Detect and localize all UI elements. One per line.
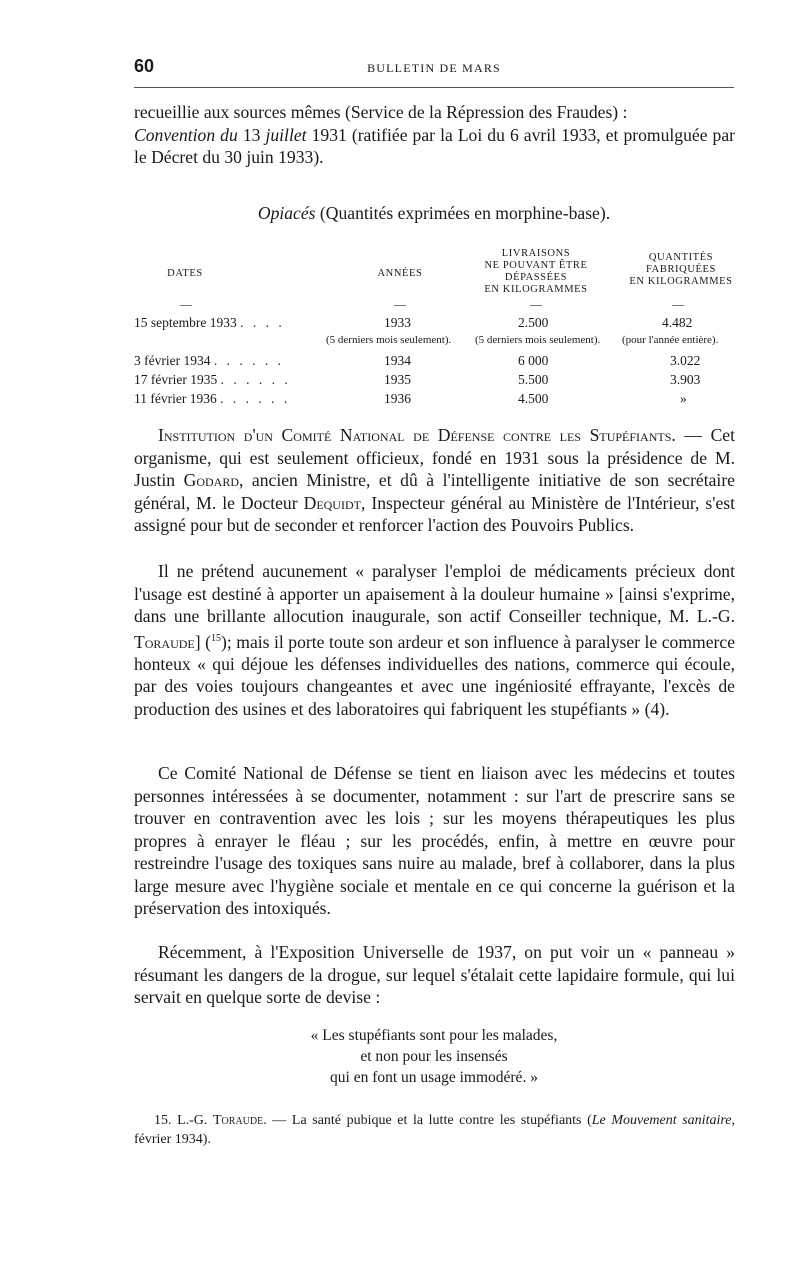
convention-day: 13 — [242, 124, 261, 145]
table-row-1-date — [134, 315, 285, 331]
row-2-date: 3 février 1934 — [134, 353, 211, 368]
header-dates: DATES — [167, 268, 203, 279]
row-3-livraisons: 5.500 — [518, 372, 549, 387]
row-3-date: 17 février 1935 — [134, 372, 218, 387]
row-3-annee: 1935 — [384, 372, 411, 387]
table-caption — [134, 203, 734, 224]
intro-paragraph — [134, 101, 735, 169]
running-title: BULLETIN DE MARS — [367, 61, 501, 75]
caption-opiaces: Opiacés — [257, 203, 316, 223]
section-paragraph-4 — [134, 941, 735, 1009]
convention-rest: 1931 (ratifiée par la Loi du 6 avril 1933, et promulguée par le Décret du 30 juin 1933). — [134, 124, 736, 167]
row-1-annee-note: (5 derniers mois seulement). — [326, 334, 452, 346]
row-4-dots: . . . . . . — [220, 391, 291, 406]
header-annees: ANNÉES — [377, 268, 423, 279]
footnote — [134, 1111, 735, 1149]
row-2-livraisons: 6 000 — [518, 353, 549, 368]
quote-line-2: et non pour les insensés — [360, 1048, 508, 1065]
table-row-4-date — [134, 391, 290, 407]
row-1-livraisons-note: (5 derniers mois seulement). — [475, 334, 601, 346]
row-1-annee: 1933 — [384, 315, 411, 330]
footnote-number: 15. L.-G. — [154, 1113, 213, 1128]
header-quantites-line3: EN KILOGRAMMES — [629, 276, 733, 287]
section-title: Institution d'un Comité National de Défense contre les Stupéfiants. — [158, 425, 676, 445]
separator-livraisons: — — [530, 297, 542, 311]
header-quantites — [614, 252, 748, 288]
row-3-quantites: 3.903 — [670, 372, 701, 387]
p1-part-a: — Cet organisme, qui est seulement officieux, fondé en 1931 sous la présidence de M. Justin — [134, 425, 736, 490]
p2-ref: ] ( — [194, 631, 211, 652]
header-livraisons-line4: EN KILOGRAMMES — [484, 284, 588, 295]
intro-line: recueillie aux sources mêmes (Service de la Répression des Fraudes) : — [134, 102, 628, 122]
row-1-date: 15 septembre 1933 — [134, 315, 237, 330]
row-4-date: 11 février 1936 — [134, 391, 217, 406]
quote-line-1: « Les stupéfiants sont pour les malades, — [310, 1027, 558, 1044]
p2-part-b: ); mais il porte toute son ardeur et son influence à paralyser le commerce honteux « qui déjoue les défenses individuelles des nations, commerce qui écoule, par des voies toujours changeantes et avec une ingéniosité effrayante, l'excès de production des usines et des laboratoires qui fabriquent les stupéfiants » (4). — [134, 631, 735, 719]
row-2-quantites: 3.022 — [670, 353, 701, 368]
row-1-quantites-note: (pour l'année entière). — [622, 334, 719, 346]
header-livraisons — [466, 248, 606, 296]
footnote-text: . — La santé pubique et la lutte contre les stupéfiants ( — [263, 1113, 592, 1128]
footnote-journal: Le Mouvement sanitaire — [591, 1113, 732, 1128]
page-number: 60 — [134, 56, 155, 76]
p1-part-b: , ancien Ministre, et dû à l'intelligente initiative de son secrétaire général, M. le Docteur — [134, 470, 735, 513]
header-quantites-line1: QUANTITÉS — [648, 252, 714, 263]
separator-annees: — — [394, 297, 406, 311]
convention-label: Convention du — [134, 124, 238, 145]
p1-part-c: , Inspecteur général au Ministère de l'Intérieur, s'est assigné pour but de seconder et renforcer l'action des Pouvoirs Publics. — [134, 492, 735, 535]
row-2-annee: 1934 — [384, 353, 411, 368]
quote-line-3: qui en font un usage immodéré. » — [330, 1069, 538, 1086]
name-godard: Godard — [183, 470, 239, 490]
header-livraisons-line1: LIVRAISONS — [501, 248, 571, 259]
caption-rest: (Quantités exprimées en morphine-base). — [319, 203, 611, 223]
table-row-2-date — [134, 353, 284, 369]
section-paragraph-3 — [134, 762, 735, 920]
separator-quantites: — — [672, 297, 684, 311]
header-rule — [134, 87, 734, 88]
motto-quote — [134, 1025, 734, 1088]
row-4-quantites: » — [680, 391, 687, 406]
p4-text: Récemment, à l'Exposition Universelle de 1937, on put voir un « panneau » résumant les dangers de la drogue, sur lequel s'étalait cette lapidaire formule, qui lui servait en quelque sorte de devise : — [134, 942, 735, 1007]
row-4-annee: 1936 — [384, 391, 411, 406]
row-1-quantites: 4.482 — [662, 315, 693, 330]
running-header — [134, 56, 734, 80]
row-3-dots: . . . . . . — [220, 372, 291, 387]
header-livraisons-line2: NE POUVANT ÊTRE — [484, 260, 588, 271]
row-1-dots: . . . . — [240, 315, 285, 330]
p2-part-a: Il ne prétend aucunement « paralyser l'emploi de médicaments précieux dont l'usage est destiné à apporter un apaisement à la douleur humaine » [ainsi s'exprime, dans une brillante allocution inaugurale, son actif Conseiller technique, M. L.-G. — [134, 561, 735, 626]
name-toraude: Toraude — [134, 631, 195, 652]
p2-footnote-ref: 15 — [211, 632, 221, 644]
p3-text: Ce Comité National de Défense se tient en liaison avec les médecins et toutes personnes intéressées à se documenter, notamment : sur l'art de prescrire sans se trouver en contravention avec les lois ; sur les moyens thérapeutiques les plus propres à enrayer le fléau ; sur les procédés, enfin, à mettre en œuvre pour restreindre l'usage des toxiques sans nuire au malade, bref à collaborer, dans la plus large mesure avec l'hygiène sociale et mentale en ce qui concerne la guérison et la préservation des intoxiqués. — [134, 763, 735, 918]
row-1-livraisons: 2.500 — [518, 315, 549, 330]
header-quantites-line2: FABRIQUÉES — [646, 264, 716, 275]
table-row-3-date — [134, 372, 291, 388]
row-4-livraisons: 4.500 — [518, 391, 549, 406]
row-2-dots: . . . . . . — [213, 353, 284, 368]
footnote-author: Toraude — [213, 1113, 264, 1128]
section-paragraph-1 — [134, 424, 735, 537]
name-dequidt: Dequidt — [303, 492, 361, 513]
separator-dates: — — [180, 297, 192, 311]
footnote-date: , février 1934). — [134, 1113, 735, 1147]
header-livraisons-line3: DÉPASSÉES — [504, 272, 568, 283]
convention-month: juillet — [265, 124, 307, 145]
section-paragraph-2 — [134, 560, 735, 720]
